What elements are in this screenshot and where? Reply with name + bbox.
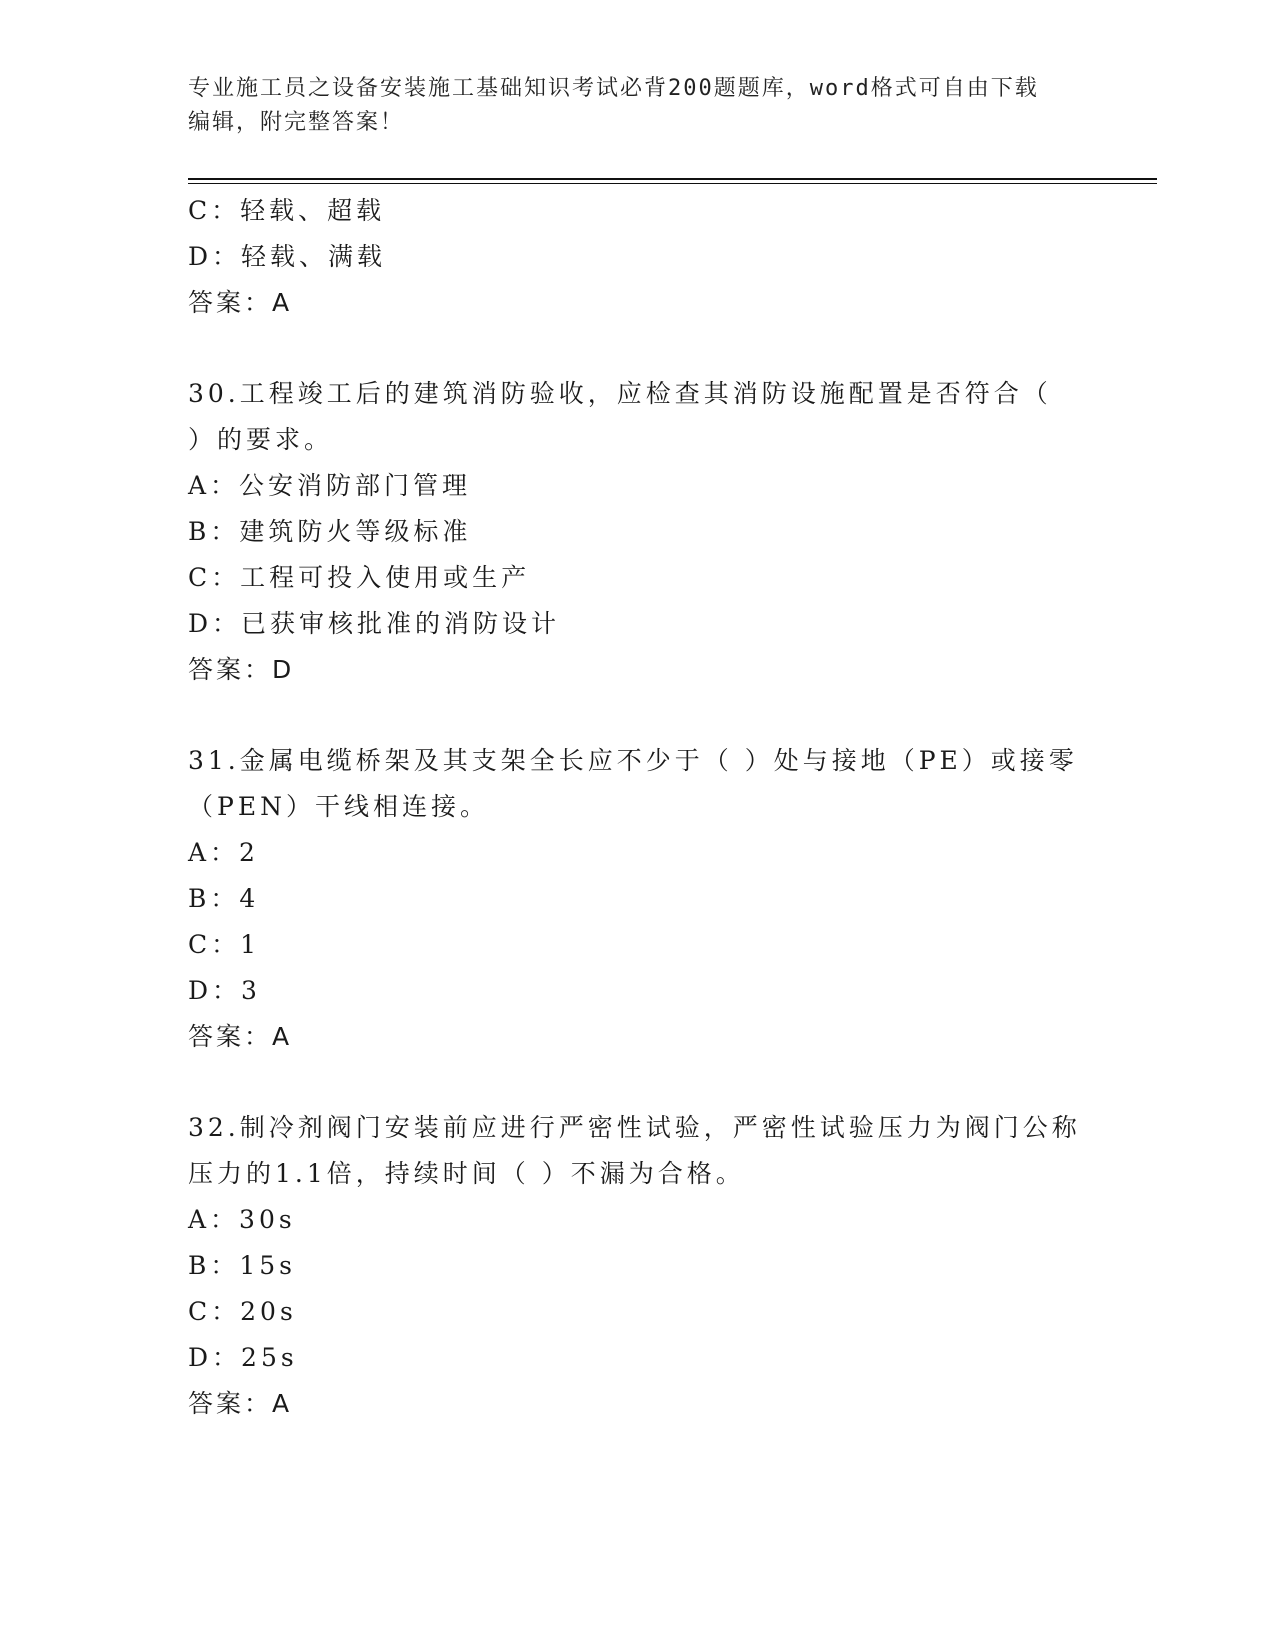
answer-line: 答案：A xyxy=(188,1022,293,1051)
option-d: D：3 xyxy=(188,976,261,1005)
option-d: D：轻载、满载 xyxy=(188,242,387,271)
option-a: A：公安消防部门管理 xyxy=(188,471,472,500)
option-a: A：30s xyxy=(188,1205,296,1234)
option-d: D：25s xyxy=(188,1343,298,1372)
option-d: D：已获审核批准的消防设计 xyxy=(188,609,561,638)
header-rule-thick xyxy=(188,178,1157,180)
document-header xyxy=(188,72,1088,140)
question-31-block xyxy=(188,738,1088,1060)
option-c: C：20s xyxy=(188,1297,297,1326)
question-text: 32.制冷剂阀门安装前应进行严密性试验，严密性试验压力为阀门公称 压力的1.1倍，持续时间（ ）不漏为合格。 xyxy=(188,1113,1081,1188)
question-30-block xyxy=(188,371,1088,693)
prev-question-block xyxy=(188,188,1088,326)
question-text: 31.金属电缆桥架及其支架全长应不少于（ ）处与接地（PE）或接零 （PEN）干线相连接。 xyxy=(188,746,1078,821)
option-b: B：15s xyxy=(188,1251,297,1280)
option-c: C：轻载、超载 xyxy=(188,196,386,225)
answer-line: 答案：D xyxy=(188,655,295,684)
question-32-block xyxy=(188,1105,1088,1427)
answer-line: 答案：A xyxy=(188,288,293,317)
header-rule-thin xyxy=(188,183,1157,184)
option-b: B：建筑防火等级标准 xyxy=(188,517,472,546)
option-c: C：工程可投入使用或生产 xyxy=(188,563,531,592)
header-line-1: 专业施工员之设备安装施工基础知识考试必背200题题库，word格式可自由下载 xyxy=(188,76,1039,101)
question-text: 30.工程竣工后的建筑消防验收，应检查其消防设施配置是否符合（ ）的要求。 xyxy=(188,379,1052,454)
option-c: C：1 xyxy=(188,930,261,959)
header-line-2: 编辑，附完整答案！ xyxy=(188,110,405,135)
answer-line: 答案：A xyxy=(188,1389,293,1418)
option-a: A：2 xyxy=(188,838,259,867)
option-b: B：4 xyxy=(188,884,260,913)
question-content xyxy=(188,188,1088,1427)
